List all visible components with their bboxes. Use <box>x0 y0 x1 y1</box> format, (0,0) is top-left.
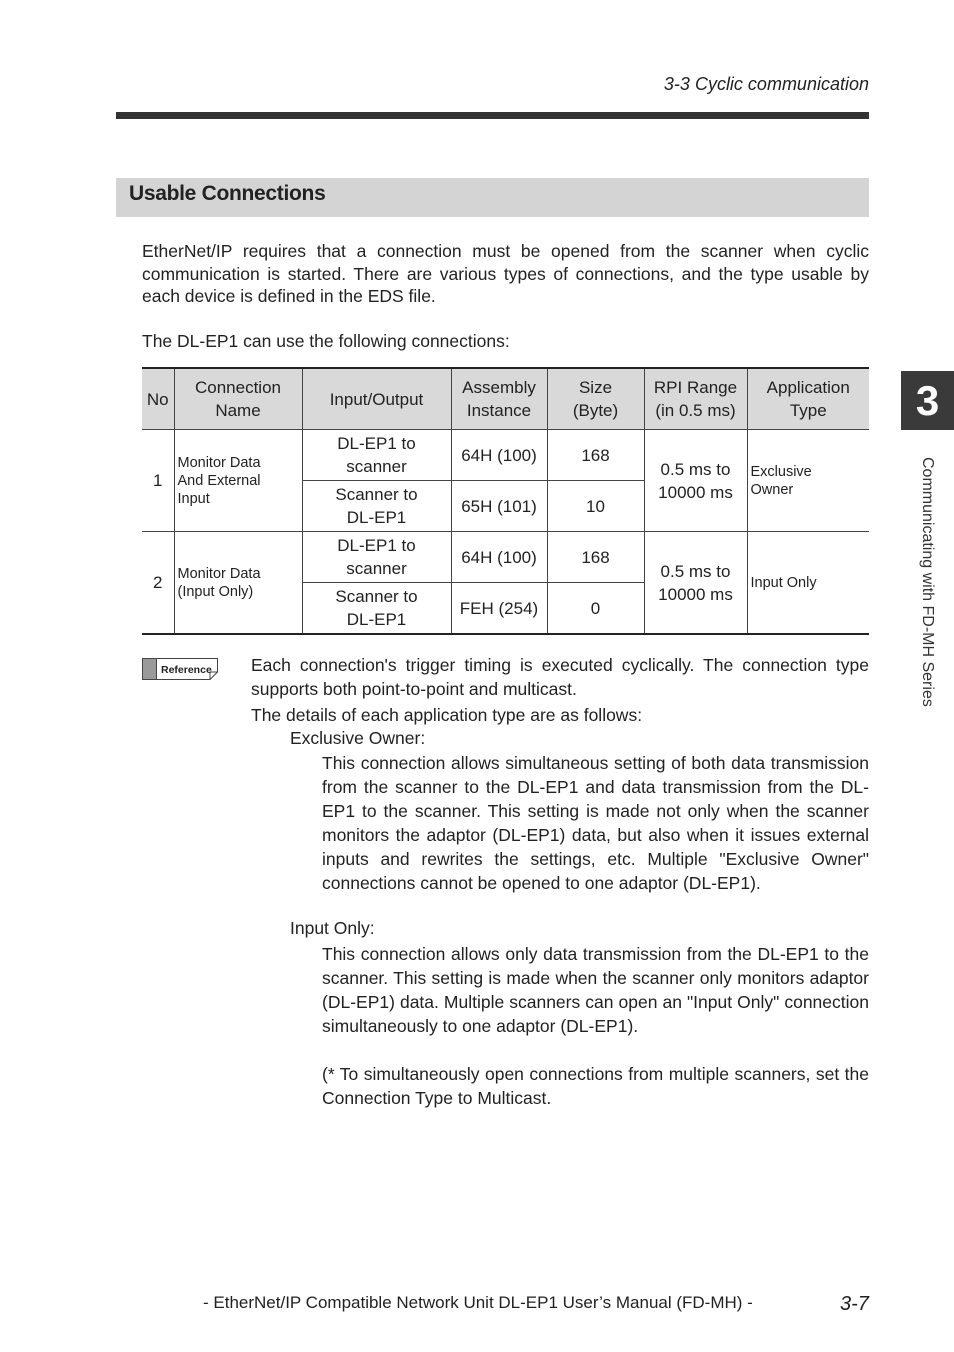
cell-io: DL-EP1 to scanner <box>302 430 451 481</box>
intro-paragraph: EtherNet/IP requires that a connection must be opened from the scanner when cyclic communication is started. There are various types of connections, and the type usable by each device is defined in the EDS file. <box>142 241 869 306</box>
header-input-output: Input/Output <box>302 368 451 430</box>
cell-size: 0 <box>547 583 644 635</box>
cell-connection-name: Monitor Data (Input Only) <box>174 532 302 635</box>
reference-icon-label: Reference <box>161 664 212 676</box>
chapter-side-title: Communicating with FD-MH Series <box>919 457 936 707</box>
table-lead-text: The DL-EP1 can use the following connections: <box>142 331 510 351</box>
header-rule <box>116 112 869 119</box>
cell-no: 1 <box>142 430 174 532</box>
header-application-type: Application Type <box>747 368 869 430</box>
cell-assembly: FEH (254) <box>451 583 547 635</box>
cell-assembly: 64H (100) <box>451 532 547 583</box>
cell-assembly: 65H (101) <box>451 481 547 532</box>
input-only-note: (* To simultaneously open connections from multiple scanners, set the Connection Type to Multicast. <box>322 1064 869 1108</box>
connections-table <box>142 367 869 635</box>
header-rpi-range: RPI Range (in 0.5 ms) <box>644 368 747 430</box>
input-only-text: This connection allows only data transmission from the DL-EP1 to the scanner. This setting is made when the scanner only monitors adaptor (DL-EP1) data. Multiple scanners can open an "Input Only" connection simultaneously to one adaptor (DL-EP1). <box>322 944 869 1036</box>
cell-assembly: 64H (100) <box>451 430 547 481</box>
reference-icon <box>142 658 218 680</box>
header-assembly-instance: Assembly Instance <box>451 368 547 430</box>
cell-rpi: 0.5 ms to 10000 ms <box>644 430 747 532</box>
header-size: Size (Byte) <box>547 368 644 430</box>
cell-size: 168 <box>547 430 644 481</box>
footer-text: - EtherNet/IP Compatible Network Unit DL-EP1 User’s Manual (FD-MH) - <box>203 1293 753 1312</box>
cell-io: Scanner to DL-EP1 <box>302 481 451 532</box>
exclusive-owner-label: Exclusive Owner: <box>290 728 426 748</box>
running-header: 3-3 Cyclic communication <box>663 74 869 94</box>
cell-io: Scanner to DL-EP1 <box>302 583 451 635</box>
header-connection-name: Connection Name <box>174 368 302 430</box>
table-row <box>142 430 869 481</box>
cell-io: DL-EP1 to scanner <box>302 532 451 583</box>
chapter-tab: 3 <box>901 371 954 430</box>
input-only-label: Input Only: <box>290 918 375 938</box>
cell-size: 168 <box>547 532 644 583</box>
reference-details-lead: The details of each application type are as follows: <box>251 705 643 725</box>
reference-paragraph: Each connection's trigger timing is executed cyclically. The connection type supports both point-to-point and multicast. <box>251 655 869 699</box>
cell-connection-name: Monitor Data And External Input <box>174 430 302 532</box>
header-no: No <box>142 368 174 430</box>
table-header-row <box>142 368 869 430</box>
cell-size: 10 <box>547 481 644 532</box>
cell-application-type: Exclusive Owner <box>747 430 869 532</box>
cell-application-type: Input Only <box>747 532 869 635</box>
cell-rpi: 0.5 ms to 10000 ms <box>644 532 747 635</box>
cell-no: 2 <box>142 532 174 635</box>
page-number: 3-7 <box>840 1293 869 1315</box>
exclusive-owner-text: This connection allows simultaneous setting of both data transmission from the scanner to the DL-EP1 and data transmission from the DL-EP1 to the scanner. This setting is made not only when the scanner monitors the adaptor (DL-EP1) data, but also when it issues external inputs and rewrites the settings, etc. Multiple "Exclusive Owner" connections cannot be opened to one adaptor (DL-EP1). <box>322 753 869 893</box>
section-title: Usable Connections <box>129 182 326 205</box>
table-row <box>142 532 869 583</box>
